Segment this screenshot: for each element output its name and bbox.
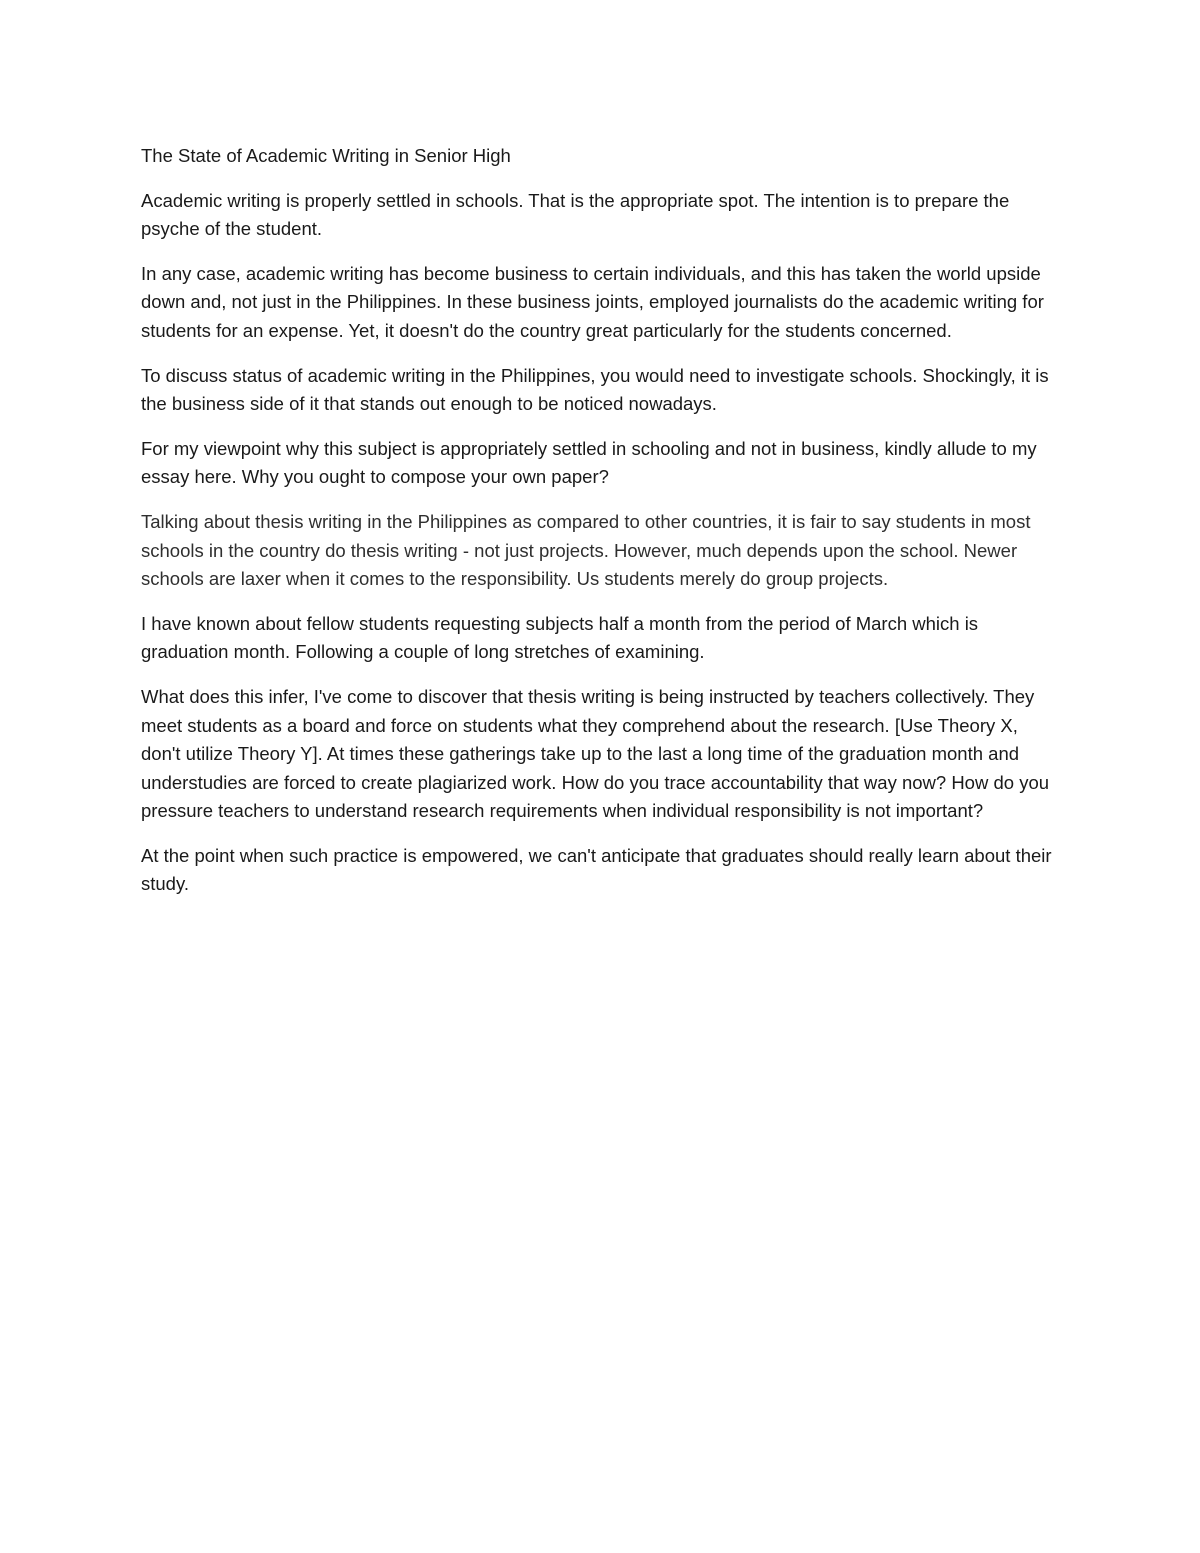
document-body	[141, 142, 1057, 915]
paragraph-8: At the point when such practice is empowered, we can't anticipate that graduates should really learn about their study.	[141, 844, 1052, 895]
paragraph-6: I have known about fellow students requesting subjects half a month from the period of March which is graduation month. Following a couple of long stretches of examining.	[141, 612, 979, 663]
paragraph-3: To discuss status of academic writing in the Philippines, you would need to investigate schools. Shockingly, it is the business side of it that stands out enough to be noticed nowadays.	[141, 364, 1049, 415]
paragraph-7: What does this infer, I've come to discover that thesis writing is being instructed by teachers collectively. They meet students as a board and force on students what they comprehend about the research. [Use Theory X, don't utilize Theory Y]. At times these gatherings take up to the last a long time of the graduation month and understudies are forced to create plagiarized work. How do you trace accountability that way now? How do you pressure teachers to understand research requirements when individual responsibility is not important?	[141, 685, 1050, 822]
paragraph-2: In any case, academic writing has become business to certain individuals, and this has taken the world upside down and, not just in the Philippines. In these business joints, employed journalists do the academic writing for students for an expense. Yet, it doesn't do the country great particularly for the students concerned.	[141, 262, 1044, 341]
paragraph-1: Academic writing is properly settled in schools. That is the appropriate spot. The intention is to prepare the psyche of the student.	[141, 189, 1010, 240]
document-title: The State of Academic Writing in Senior High	[141, 145, 511, 166]
paragraph-5: Talking about thesis writing in the Philippines as compared to other countries, it is fair to say students in most schools in the country do thesis writing - not just projects. However, much depends upon the school. Newer schools are laxer when it comes to the responsibility. Us students merely do group projects.	[141, 510, 1031, 590]
paragraph-4: For my viewpoint why this subject is appropriately settled in schooling and not in business, kindly allude to my essay here. Why you ought to compose your own paper?	[141, 437, 1037, 488]
